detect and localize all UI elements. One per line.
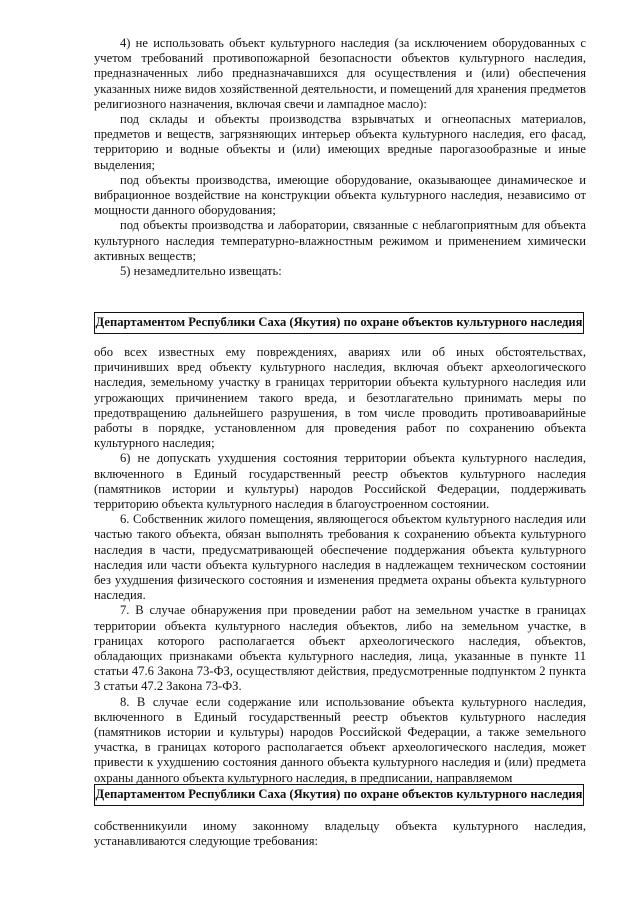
text-section-1 (94, 36, 586, 279)
paragraph: 6. Собственник жилого помещения, являющегося объектом культурного наследия или частью такого объекта, обязан выполнять требования к сохранению объекта культурного наследия в части, предусматривающей обеспечение поддержания объекта культурного наследия или части объекта культурного наследия в надлежащем техническом состоянии без ухудшения физического состояния и изменения предмета охраны объекта культурного наследия. (94, 512, 586, 603)
department-box-2: Департаментом Республики Саха (Якутия) по охране объектов культурного наследия (94, 784, 584, 806)
paragraph: 7. В случае обнаружения при проведении работ на земельном участке в границах территории объекта культурного наследия объектов, либо на земельном участке, в границах которого располагается объект археологического наследия, объектов, обладающих признаками объекта культурного наследия, лица, указанные в пункте 11 статьи 47.6 Закона 73-ФЗ, осуществляют действия, предусмотренные подпунктом 2 пункта 3 статьи 47.2 Закона 73-ФЗ. (94, 603, 586, 694)
paragraph: обо всех известных ему повреждениях, авариях или об иных обстоятельствах, причинивших вред объекту культурного наследия, включая объект археологического наследия, земельному участку в границах территории объекта культурного наследия или угрожающих причинением такого вреда, и безотлагательно принимать меры по предотвращению дальнейшего разрушения, в том числе проводить противоаварийные работы в порядке, установленном для проведения работ по сохранению объекта культурного наследия; (94, 345, 586, 451)
paragraph: 4) не использовать объект культурного наследия (за исключением оборудованных с учетом требований противопожарной безопасности объектов культурного наследия, предназначенных либо предназначавшихся для осуществления и (или) обеспечения указанных ниже видов хозяйственной деятельности, и помещений для хранения предметов религиозного назначения, включая свечи и лампадное масло): (94, 36, 586, 111)
paragraph: под объекты производства, имеющие оборудование, оказывающее динамическое и вибрационное воздействие на конструкции объекта культурного наследия, независимо от мощности данного оборудования; (94, 172, 586, 218)
paragraph: 6) не допускать ухудшения состояния территории объекта культурного наследия, включенного в Единый государственный реестр объектов культурного наследия (памятников истории и культуры) народов Российской Федерации, поддерживать территорию объекта культурного наследия в благоустроенном состоянии. (94, 451, 586, 512)
text-section-2 (94, 345, 586, 786)
paragraph: 8. В случае если содержание или использование объекта культурного наследия, включенного в Единый государственный реестр объектов культурного наследия (памятников истории и культуры) народов Российской Федерации, а также земельного участка, в границах которого располагается объект археологического наследия, может привести к ухудшению состояния данного объекта культурного наследия и (или) предмета охраны данного объекта культурного наследия, в предписании, направляемом (94, 694, 586, 785)
text-section-3 (94, 819, 586, 849)
department-box-1: Департаментом Республики Саха (Якутия) по охране объектов культурного наследия (94, 312, 584, 334)
paragraph: под склады и объекты производства взрывчатых и огнеопасных материалов, предметов и веществ, загрязняющих интерьер объекта культурного наследия, его фасад, территорию и водные объекты и (или) имеющих вредные парогазообразные и иные выделения; (94, 112, 586, 172)
paragraph: собственникуили иному законному владельцу объекта культурного наследия, устанавливаются следующие требования: (94, 819, 586, 849)
paragraph: 5) незамедлительно извещать: (120, 264, 282, 279)
paragraph: под объекты производства и лаборатории, связанные с неблагоприятным для объекта культурного наследия температурно-влажностным режимом и применением химически активных веществ; (94, 218, 586, 263)
